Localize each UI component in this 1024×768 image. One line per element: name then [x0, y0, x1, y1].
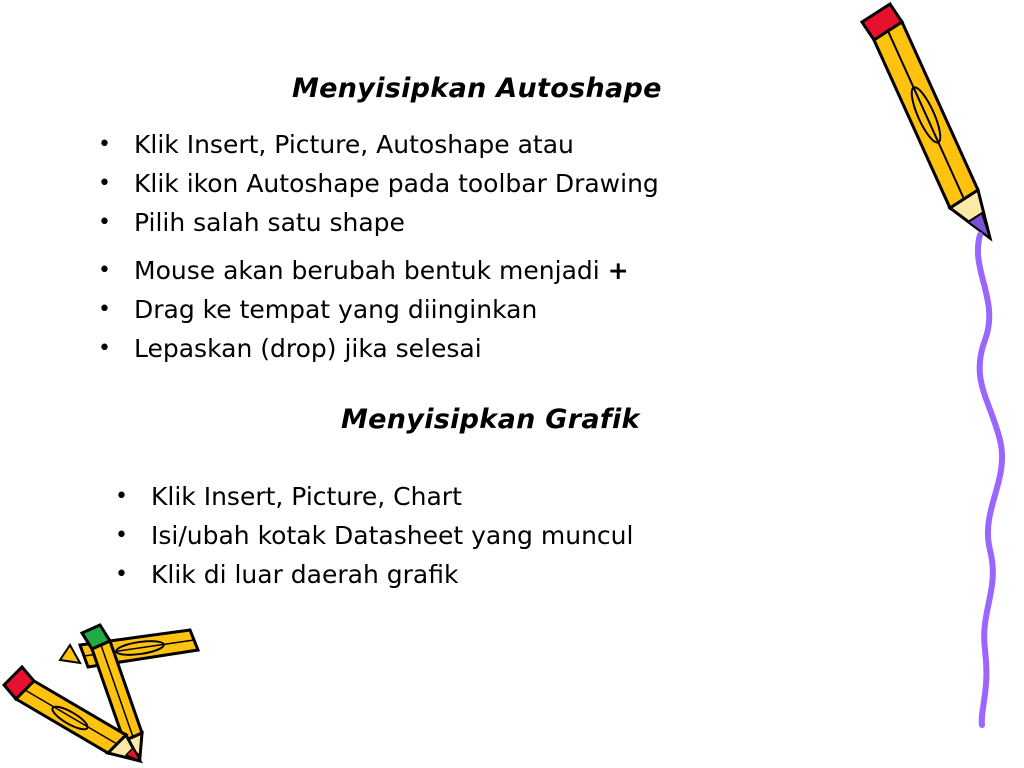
list-item-text: Klik ikon Autoshape pada toolbar Drawing: [134, 169, 659, 198]
crosshair-cursor-symbol: +: [607, 256, 629, 285]
grafik-steps-list: [115, 477, 633, 594]
list-item: [98, 290, 659, 329]
list-item: [98, 125, 659, 164]
list-item-text: Isi/ubah kotak Datasheet yang muncul: [151, 521, 634, 550]
section-title-grafik: Menyisipkan Grafik: [341, 404, 640, 435]
list-item: [98, 203, 659, 242]
list-item: [98, 329, 659, 368]
list-item-text: Pilih salah satu shape: [134, 208, 405, 237]
list-item: [115, 477, 633, 516]
list-item-text: Klik Insert, Picture, Chart: [151, 482, 462, 511]
list-item: [115, 516, 633, 555]
list-item-text: Klik Insert, Picture, Autoshape atau: [134, 130, 574, 159]
autoshape-steps-list: [98, 125, 659, 368]
list-item-text: Klik di luar daerah grafik: [151, 560, 459, 589]
pencils-icon: [0, 615, 210, 765]
list-item: [98, 251, 659, 290]
section-title-autoshape: Menyisipkan Autoshape: [292, 73, 662, 104]
list-item-text: Lepaskan (drop) jika selesai: [134, 334, 482, 363]
list-item: [98, 164, 659, 203]
squiggle-line-icon: [960, 230, 1020, 730]
pencil-icon: [850, 0, 1010, 250]
list-item-text: Mouse akan berubah bentuk menjadi: [134, 256, 600, 285]
list-item: [115, 555, 633, 594]
list-item-text: Drag ke tempat yang diinginkan: [134, 295, 538, 324]
